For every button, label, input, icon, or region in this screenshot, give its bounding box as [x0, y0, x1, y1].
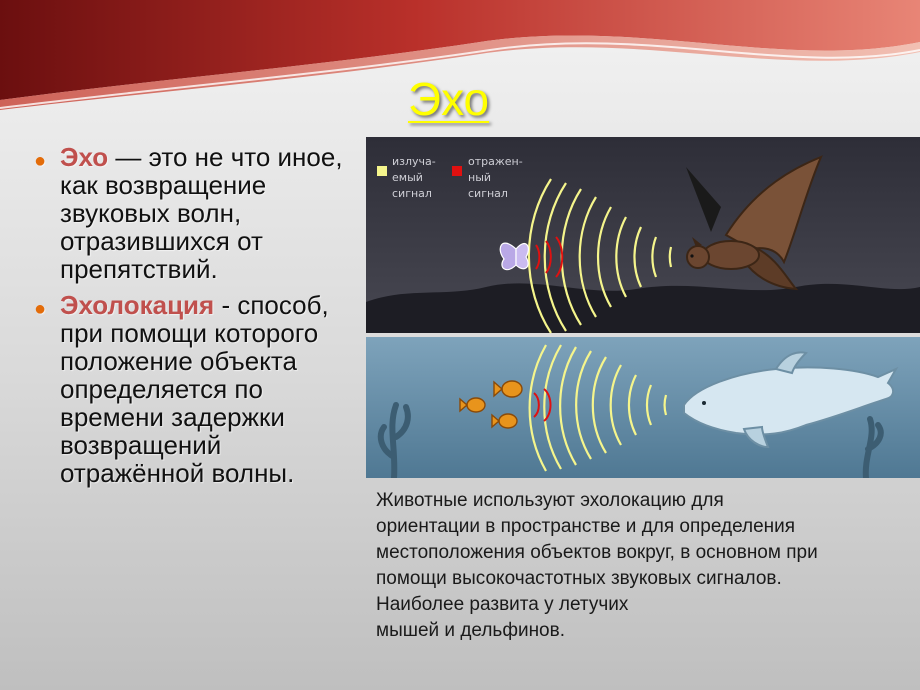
legend-emitted-line3: сигнал [392, 187, 432, 200]
bullet-list [34, 143, 354, 487]
legend-reflected-line2: ный [468, 171, 492, 184]
term-echo: Эхо [60, 142, 109, 172]
definition-echo: — это не что иное, как возвращение звуковых волн, отразившихся от препятствий. [60, 142, 343, 284]
legend-reflected-line1: отражен- [468, 155, 523, 168]
caption-line: местоположения объектов вокруг, в основном при [376, 542, 818, 563]
caption-line: ориентации в пространстве и для определения [376, 516, 796, 537]
caption-line: помощи высокочастотных звуковых сигналов. [376, 568, 782, 589]
caption [376, 488, 916, 644]
bullet-dot-icon: ● [34, 298, 47, 320]
caption-line: мышей и дельфинов. [376, 620, 565, 641]
butterfly-icon [500, 243, 528, 270]
legend-reflected-line3: сигнал [468, 187, 508, 200]
bullet-echolocation [34, 291, 354, 487]
legend-emitted-line1: излуча- [392, 155, 436, 168]
slide-title: Эхо [408, 73, 490, 125]
legend-emitted-line2: емый [392, 171, 423, 184]
caption-line: Животные используют эхолокацию для [376, 490, 724, 511]
echolocation-illustration [366, 137, 920, 478]
definition-echolocation: - способ, при помощи которого положение объекта определяется по времени задержки возвращений отражённой волны. [60, 290, 329, 488]
legend-emitted-swatch [377, 166, 387, 176]
legend-reflected-swatch [452, 166, 462, 176]
term-echolocation: Эхолокация [60, 290, 215, 320]
bullet-echo [34, 143, 354, 283]
bullet-dot-icon: ● [34, 150, 47, 172]
caption-line: Наиболее развита у летучих [376, 594, 629, 615]
